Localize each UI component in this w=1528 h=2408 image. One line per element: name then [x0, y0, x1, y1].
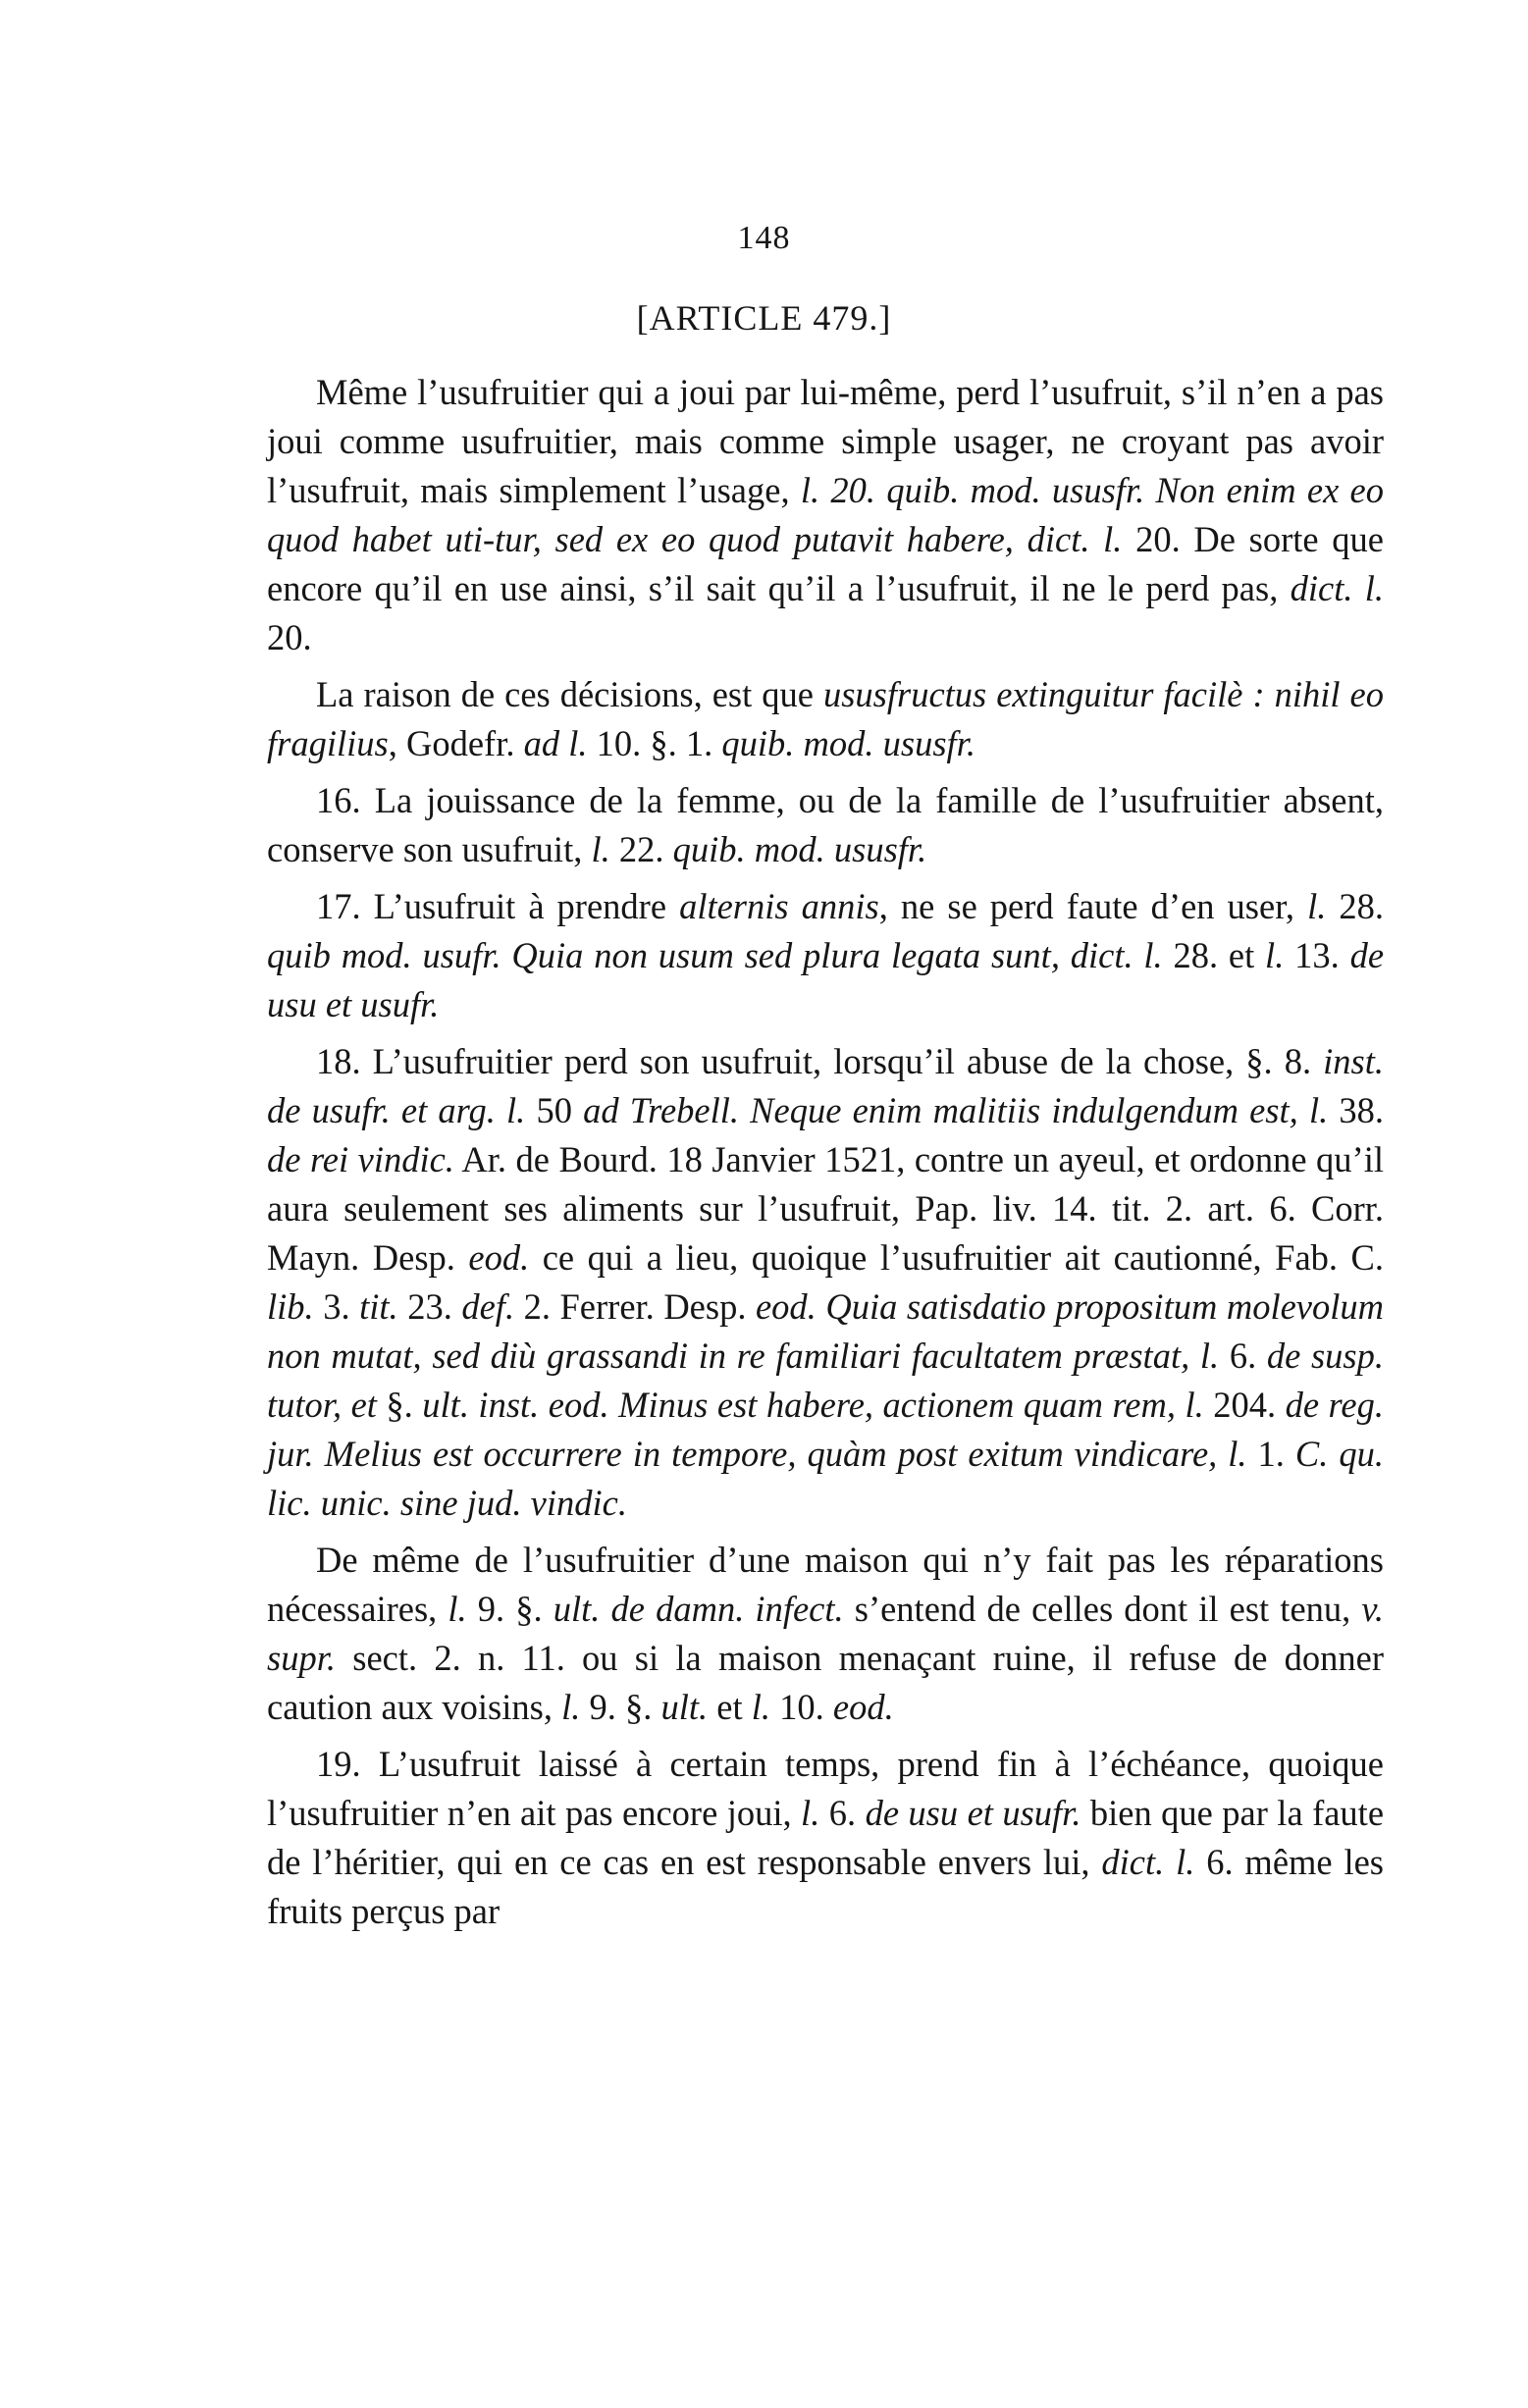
italic-citation: quib. mod. ususfr.: [721, 723, 975, 763]
body-text: [267, 368, 1384, 1944]
italic-citation: de rei vindic.: [267, 1139, 454, 1179]
italic-citation: def.: [461, 1286, 515, 1327]
italic-citation: l.: [561, 1687, 581, 1727]
page-number: 148: [737, 220, 791, 256]
text-segment: et: [708, 1687, 752, 1727]
italic-citation: quib mod. usufr. Quia non usum sed plura legata sunt, dict. l.: [267, 935, 1163, 975]
italic-citation: ult. de damn. infect.: [553, 1589, 844, 1629]
italic-citation: quib. mod. ususfr.: [672, 829, 927, 869]
text-segment: 10.: [770, 1687, 833, 1727]
text-segment: 50: [525, 1090, 584, 1130]
text-segment: 22.: [609, 829, 673, 869]
text-segment: 23.: [397, 1286, 462, 1327]
italic-citation: l.: [801, 1793, 820, 1833]
text-segment: 6.: [1219, 1335, 1267, 1376]
italic-citation: l.: [591, 829, 610, 869]
italic-citation: de reg. jur. Melius est occurrere in tempore, quàm post exitum vindicare, l.: [267, 1385, 1384, 1474]
paragraph-p2: [267, 670, 1384, 768]
text-segment: La raison de ces décisions, est que: [316, 674, 823, 714]
text-segment: 6. même les fruits perçus par: [267, 1842, 1384, 1931]
italic-citation: l.: [1265, 935, 1285, 975]
text-segment: 204.: [1203, 1385, 1286, 1425]
italic-citation: ususfructus extinguitur facilè : nihil eo fragilius: [267, 674, 1384, 763]
italic-citation: l.: [448, 1589, 467, 1629]
italic-citation: dict. l.: [1101, 1842, 1195, 1882]
text-segment: 6.: [819, 1793, 866, 1833]
italic-citation: ult.: [660, 1687, 709, 1727]
text-segment: Même l’usufruitier qui a joui par lui-même, perd l’usufruit, s’il n’en a pas joui comme usufruitier, mais comme simple usager, ne croyant pas avoir l’usufruit, mais simplement l’usage,: [267, 372, 1384, 510]
text-segment: 20. De sorte que encore qu’il en use ainsi, s’il sait qu’il a l’usufruit, il ne le perd pas,: [267, 519, 1384, 608]
italic-citation: l.: [751, 1687, 771, 1727]
text-segment: , ne se perd faute d’en user,: [878, 886, 1308, 926]
article-heading: [ARTICLE 479.]: [636, 298, 892, 338]
text-segment: 2. Ferrer. Desp.: [514, 1286, 756, 1327]
italic-citation: ad Trebell. Neque enim malitiis indulgendum est, l.: [583, 1090, 1329, 1130]
paragraph-p1: [267, 368, 1384, 662]
text-segment: 1.: [1246, 1434, 1295, 1474]
text-segment: 16. La jouissance de la femme, ou de la famille de l’usufruitier absent, conserve son usufruit,: [267, 780, 1384, 869]
text-segment: , Godefr.: [388, 723, 524, 763]
text-segment: Ar. de Bourd. 18 Janvier 1521, contre un ayeul, et ordonne qu’il aura seulement ses aliments sur l’usufruit, Pap. liv. 14. tit. 2. art. 6. Corr. Mayn. Desp.: [267, 1139, 1384, 1278]
text-segment: ce qui a lieu, quoique l’usufruitier ait cautionné, Fab. C.: [529, 1237, 1384, 1278]
text-segment: 17. L’usufruit à prendre: [316, 886, 680, 926]
paragraph-p7: [267, 1740, 1384, 1936]
text-segment: 38.: [1328, 1090, 1385, 1130]
italic-citation: ult. inst. eod. Minus est habere, actionem quam rem, l.: [422, 1385, 1204, 1425]
italic-citation: de susp. tutor, et: [267, 1335, 1385, 1425]
text-segment: s’entend de celles dont il est tenu,: [843, 1589, 1362, 1629]
text-segment: 13.: [1284, 935, 1350, 975]
italic-citation: eod.: [832, 1687, 894, 1727]
text-segment: 20.: [267, 617, 312, 657]
italic-citation: l. 20. quib. mod. ususfr. Non enim ex eo quod habet uti-tur, sed ex eo quod putavit habere, dict. l.: [267, 470, 1384, 559]
text-segment: 19. L’usufruit laissé à certain temps, prend fin à l’échéance, quoique l’usufruitier n’en ait pas encore joui,: [267, 1744, 1384, 1833]
italic-citation: tit.: [359, 1286, 398, 1327]
paragraph-p4: [267, 882, 1384, 1029]
italic-citation: de usu et usufr.: [865, 1793, 1081, 1833]
text-segment: 9. §.: [466, 1589, 553, 1629]
text-segment: 9. §.: [580, 1687, 661, 1727]
italic-citation: lib.: [267, 1286, 314, 1327]
text-segment: 3.: [313, 1286, 360, 1327]
paragraph-p6: [267, 1536, 1384, 1732]
text-segment: 28.: [1326, 886, 1384, 926]
text-segment: 28. et: [1162, 935, 1266, 975]
text-segment: 10. §. 1.: [587, 723, 722, 763]
italic-citation: alternis annis: [679, 886, 879, 926]
italic-citation: C. qu. lic. unic. sine jud. vindic.: [267, 1434, 1384, 1523]
italic-citation: de usu et usufr.: [267, 935, 1385, 1024]
text-segment: §.: [376, 1385, 423, 1425]
italic-citation: l.: [1307, 886, 1327, 926]
text-segment: sect. 2. n. 11. ou si la maison menaçant ruine, il refuse de donner caution aux voisins,: [267, 1638, 1384, 1727]
text-segment: De même de l’usufruitier d’une maison qui n’y fait pas les réparations nécessaires,: [267, 1540, 1384, 1629]
italic-citation: eod.: [468, 1237, 530, 1278]
italic-citation: inst. de usufr. et arg. l.: [267, 1041, 1384, 1130]
italic-citation: dict. l.: [1290, 568, 1385, 608]
paragraph-p5: [267, 1037, 1384, 1528]
paragraph-p3: [267, 776, 1384, 874]
text-segment: bien que par la faute de l’héritier, qui en ce cas en est responsable envers lui,: [267, 1793, 1385, 1882]
text-segment: 18. L’usufruitier perd son usufruit, lorsqu’il abuse de la chose, §. 8.: [316, 1041, 1324, 1081]
italic-citation: ad l.: [523, 723, 588, 763]
italic-citation: eod. Quia satisdatio propositum molevolum non mutat, sed diù grassandi in re familiari facultatem præstat, l.: [267, 1286, 1384, 1376]
italic-citation: v. supr.: [267, 1589, 1385, 1678]
